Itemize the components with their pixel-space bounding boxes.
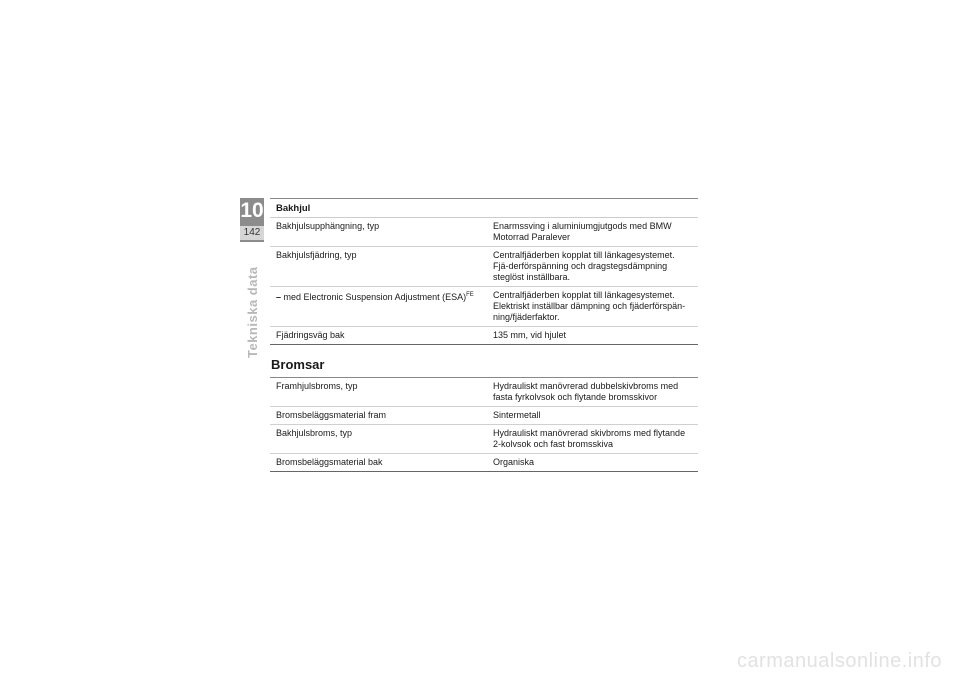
table-row xyxy=(270,425,698,454)
chapter-tab xyxy=(240,198,264,242)
brakes-table xyxy=(270,378,698,472)
row-value: Centralfjäderben kopplat till länkagesystemet. Fjä-derförspänning och dragstegsdämpning steglöst inställbara. xyxy=(487,247,698,287)
row-value: Enarmssving i aluminiumgjutgods med BMW Motorrad Paralever xyxy=(487,218,698,247)
rear-wheel-heading: Bakhjul xyxy=(270,198,698,218)
table-row xyxy=(270,218,698,247)
row-label: Bakhjulsupphängning, typ xyxy=(270,218,487,247)
chapter-title: Tekniska data xyxy=(245,266,260,358)
row-label: Framhjulsbroms, typ xyxy=(270,378,487,407)
row-value: Hydrauliskt manövrerad skivbroms med flytande 2-kolvsok och fast bromsskiva xyxy=(487,425,698,454)
table-row xyxy=(270,287,698,327)
row-label: Bakhjulsfjädring, typ xyxy=(270,247,487,287)
row-value: Centralfjäderben kopplat till länkagesystemet. Elektriskt inställbar dämpning och fjäderförspän-ning/fjäderfaktor. xyxy=(487,287,698,327)
brakes-heading: Bromsar xyxy=(270,357,698,378)
table-row xyxy=(270,407,698,425)
rear-wheel-table xyxy=(270,218,698,345)
chapter-number: 10 xyxy=(240,199,264,222)
row-label: Bakhjulsbroms, typ xyxy=(270,425,487,454)
row-label: Bromsbeläggsmaterial fram xyxy=(270,407,487,425)
spec-content xyxy=(270,198,698,472)
watermark: carmanualsonline.info xyxy=(736,650,942,672)
row-value: 135 mm, vid hjulet xyxy=(487,327,698,345)
esa-label: med Electronic Suspension Adjustment (ESA) xyxy=(283,292,467,302)
table-row xyxy=(270,378,698,407)
row-value: Hydrauliskt manövrerad dubbelskivbroms med fasta fyrkolvsok och flytande bromsskivor xyxy=(487,378,698,407)
table-row xyxy=(270,327,698,345)
row-value: Organiska xyxy=(487,454,698,472)
row-label-esa xyxy=(270,287,487,327)
factory-option-marker: FE xyxy=(466,292,474,298)
table-row xyxy=(270,247,698,287)
row-label: Bromsbeläggsmaterial bak xyxy=(270,454,487,472)
row-value: Sintermetall xyxy=(487,407,698,425)
dash-marker: – xyxy=(276,292,282,302)
page-number: 142 xyxy=(240,226,264,240)
table-row xyxy=(270,454,698,472)
row-label: Fjädringsväg bak xyxy=(270,327,487,345)
